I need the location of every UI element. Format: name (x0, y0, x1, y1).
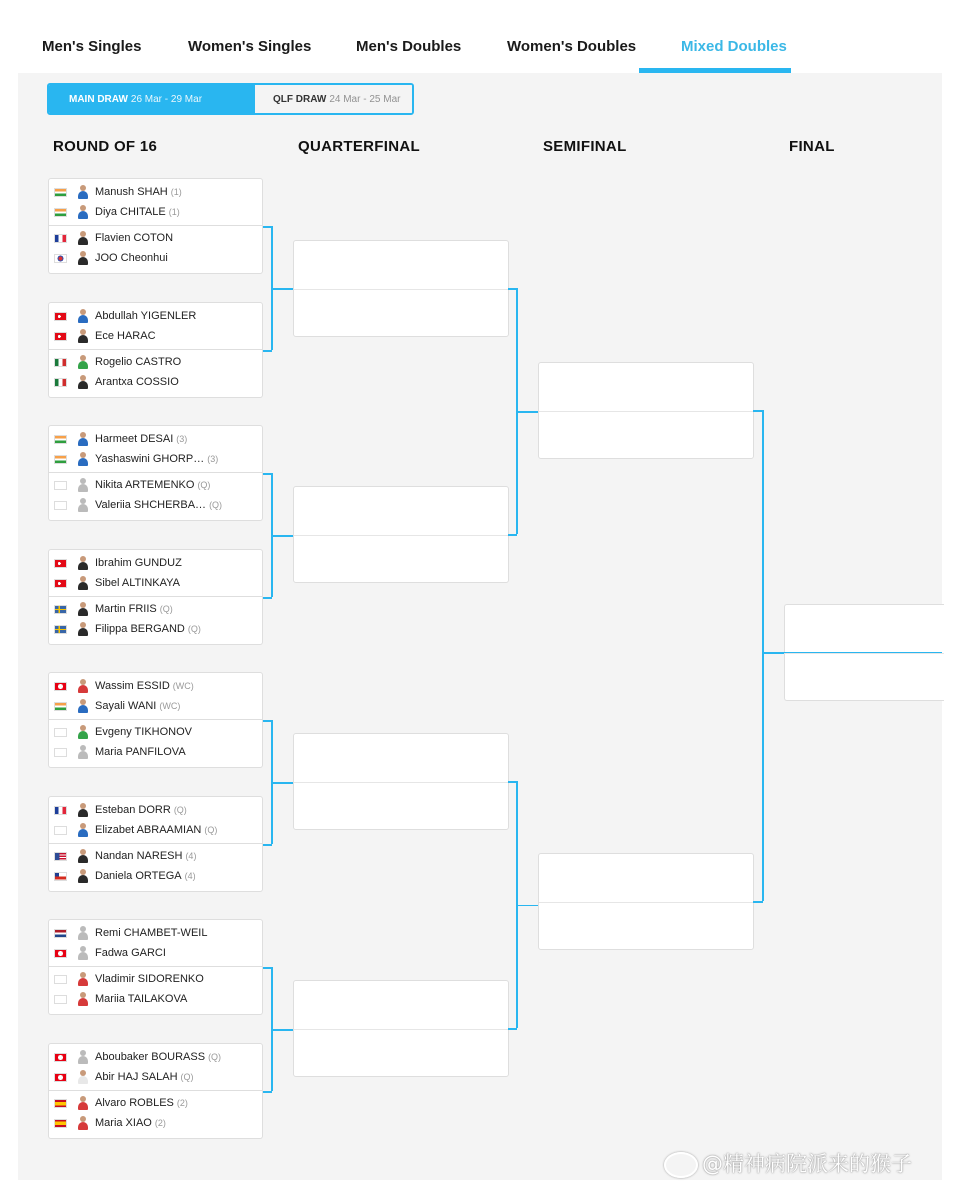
player-avatar-icon (77, 251, 89, 265)
player-name: Martin FRIIS (95, 603, 157, 615)
turkey-flag-icon (54, 579, 67, 588)
player-name: Maria XIAO (95, 1117, 152, 1129)
player-seed: (WC) (172, 681, 194, 691)
player-row[interactable] (54, 204, 180, 220)
player-row[interactable] (54, 1115, 166, 1131)
bracket-connector (762, 410, 764, 901)
bracket-connector (263, 844, 272, 846)
player-name: Abir HAJ SALAH (95, 1071, 178, 1083)
match-divider (294, 289, 508, 290)
player-seed: (2) (176, 1098, 188, 1108)
tunisia-flag-icon (54, 949, 67, 958)
player-avatar-icon (77, 926, 89, 940)
player-seed: (Q) (180, 1072, 194, 1082)
player-row[interactable] (54, 308, 199, 324)
player-name: Diya CHITALE (95, 206, 166, 218)
blank-flag-icon (54, 481, 67, 490)
netherlands-flag-icon (54, 929, 67, 938)
player-row[interactable] (54, 698, 180, 714)
player-seed: (Q) (197, 480, 211, 490)
quarterfinal-match[interactable] (293, 980, 509, 1077)
quarterfinal-match[interactable] (293, 240, 509, 337)
semifinal-match[interactable] (538, 853, 754, 950)
player-avatar-icon (77, 679, 89, 693)
r16-pair[interactable] (48, 919, 263, 967)
player-name: Arantxa COSSIO (95, 376, 179, 388)
player-row[interactable] (54, 601, 173, 617)
player-row[interactable] (54, 1069, 194, 1085)
bracket-connector (508, 1028, 517, 1030)
mexico-flag-icon (54, 378, 67, 387)
player-row[interactable] (54, 925, 210, 941)
match-divider (294, 782, 508, 783)
main-draw-label: MAIN DRAW (69, 93, 128, 105)
player-seed: (4) (184, 871, 196, 881)
tunisia-flag-icon (54, 1073, 67, 1082)
player-avatar-icon (77, 452, 89, 466)
player-avatar-icon (77, 725, 89, 739)
qlf-draw-dates: 24 Mar - 25 Mar (329, 93, 401, 105)
india-flag-icon (54, 702, 67, 711)
bracket-connector (762, 652, 784, 654)
player-avatar-icon (77, 849, 89, 863)
player-row[interactable] (54, 431, 187, 447)
player-avatar-icon (77, 946, 89, 960)
player-avatar-icon (77, 231, 89, 245)
bracket-connector (263, 350, 272, 352)
blank-flag-icon (54, 975, 67, 984)
player-avatar-icon (77, 1070, 89, 1084)
tab-mens-doubles[interactable]: Men's Doubles (356, 38, 462, 55)
tab-mens-singles[interactable]: Men's Singles (42, 38, 142, 55)
korea-flag-icon (54, 254, 67, 263)
player-avatar-icon (77, 1050, 89, 1064)
player-avatar-icon (77, 745, 89, 759)
player-avatar-icon (77, 803, 89, 817)
bracket-connector (508, 534, 517, 536)
player-name: Remi CHAMBET-WEIL (95, 927, 208, 939)
match-divider (294, 535, 508, 536)
player-row[interactable] (54, 1095, 188, 1111)
player-row[interactable] (54, 621, 201, 637)
bracket-connector (263, 1091, 272, 1093)
player-seed: (Q) (209, 500, 223, 510)
qlf-draw-label: QLF DRAW (273, 93, 327, 105)
player-avatar-icon (77, 498, 89, 512)
bracket-connector (516, 411, 538, 413)
blank-flag-icon (54, 501, 67, 510)
turkey-flag-icon (54, 332, 67, 341)
watermark-text: @精神病院派来的猴子 (702, 1152, 912, 1176)
player-avatar-icon (77, 992, 89, 1006)
player-name: Nikita ARTEMENKO (95, 479, 195, 491)
mexico-flag-icon (54, 358, 67, 367)
player-avatar-icon (77, 699, 89, 713)
player-name: Aboubaker BOURASS (95, 1051, 206, 1063)
player-avatar-icon (77, 355, 89, 369)
player-name: Evgeny TIKHONOV (95, 726, 192, 738)
player-row[interactable] (54, 971, 207, 987)
tab-mixed-doubles[interactable]: Mixed Doubles (681, 38, 787, 55)
semifinal-match[interactable] (538, 362, 754, 459)
draw-toggle (47, 83, 414, 115)
bracket-connector (271, 1029, 293, 1031)
r16-pair[interactable] (48, 178, 263, 226)
player-name: Harmeet DESAI (95, 433, 174, 445)
player-name: Nandan NARESH (95, 850, 183, 862)
tunisia-flag-icon (54, 682, 67, 691)
player-name: Filippa BERGAND (95, 623, 185, 635)
player-avatar-icon (77, 1096, 89, 1110)
player-avatar-icon (77, 622, 89, 636)
player-avatar-icon (77, 375, 89, 389)
player-seed: (1) (170, 187, 182, 197)
qlf-draw-button[interactable] (255, 85, 414, 113)
player-row[interactable] (54, 354, 184, 370)
india-flag-icon (54, 188, 67, 197)
r16-pair[interactable] (48, 425, 263, 473)
blank-flag-icon (54, 826, 67, 835)
round-title-r16: ROUND OF 16 (53, 138, 158, 155)
bracket-connector (784, 652, 942, 653)
turkey-flag-icon (54, 559, 67, 568)
player-name: Maria PANFILOVA (95, 746, 186, 758)
player-row[interactable] (54, 250, 171, 266)
chile-flag-icon (54, 872, 67, 881)
player-name: Sibel ALTINKAYA (95, 577, 180, 589)
player-name: Ibrahim GUNDUZ (95, 557, 182, 569)
india-flag-icon (54, 208, 67, 217)
turkey-flag-icon (54, 312, 67, 321)
player-name: Flavien COTON (95, 232, 174, 244)
player-row[interactable] (54, 868, 196, 884)
r16-pair[interactable] (48, 549, 263, 597)
main-draw-dates: 26 Mar - 29 Mar (130, 93, 203, 105)
player-name: Vladimir SIDORENKO (95, 973, 204, 985)
player-name: Alvaro ROBLES (95, 1097, 174, 1109)
player-name: Abdullah YIGENLER (95, 310, 197, 322)
r16-pair[interactable] (48, 672, 263, 720)
player-seed: (1) (168, 207, 180, 217)
sweden-flag-icon (54, 605, 67, 614)
watermark (664, 1148, 912, 1178)
player-seed: (3) (207, 454, 219, 464)
player-avatar-icon (77, 1116, 89, 1130)
player-name: Esteban DORR (95, 804, 171, 816)
player-seed: (Q) (159, 604, 173, 614)
bracket-connector (516, 905, 538, 907)
player-row[interactable] (54, 497, 222, 513)
player-row[interactable] (54, 991, 190, 1007)
player-row[interactable] (54, 848, 196, 864)
player-row[interactable] (54, 184, 182, 200)
r16-pair[interactable] (48, 226, 263, 274)
player-seed: (4) (185, 851, 197, 861)
tab-womens-singles[interactable]: Women's Singles (188, 38, 312, 55)
r16-pair[interactable] (48, 844, 263, 892)
r16-pair[interactable] (48, 1043, 263, 1091)
quarterfinal-match[interactable] (293, 733, 509, 830)
player-avatar-icon (77, 432, 89, 446)
player-row[interactable] (54, 802, 187, 818)
r16-pair[interactable] (48, 473, 263, 521)
player-name: Ece HARAC (95, 330, 156, 342)
player-row[interactable] (54, 374, 182, 390)
player-row[interactable] (54, 945, 169, 961)
france-flag-icon (54, 234, 67, 243)
player-row[interactable] (54, 822, 217, 838)
r16-pair[interactable] (48, 720, 263, 768)
player-name: Manush SHAH (95, 186, 168, 198)
player-row[interactable] (54, 477, 210, 493)
spain-flag-icon (54, 1099, 67, 1108)
player-avatar-icon (77, 556, 89, 570)
sweden-flag-icon (54, 625, 67, 634)
spain-flag-icon (54, 1119, 67, 1128)
player-avatar-icon (77, 205, 89, 219)
player-avatar-icon (77, 576, 89, 590)
player-row[interactable] (54, 451, 218, 467)
player-name: Mariia TAILAKOVA (95, 993, 188, 1005)
main-draw-button[interactable] (49, 85, 255, 113)
player-row[interactable] (54, 555, 185, 571)
tab-womens-doubles[interactable]: Women's Doubles (507, 38, 637, 55)
player-row[interactable] (54, 1049, 221, 1065)
player-avatar-icon (77, 869, 89, 883)
player-avatar-icon (77, 329, 89, 343)
player-avatar-icon (77, 823, 89, 837)
player-row[interactable] (54, 575, 183, 591)
quarterfinal-match[interactable] (293, 486, 509, 583)
player-seed: (Q) (204, 825, 218, 835)
player-name: Rogelio CASTRO (95, 356, 182, 368)
player-name: Yashaswini GHORP… (95, 453, 205, 465)
match-divider (539, 902, 753, 903)
player-seed: (WC) (159, 701, 181, 711)
player-name: Fadwa GARCI (95, 947, 166, 959)
blank-flag-icon (54, 748, 67, 757)
round-title-final: FINAL (789, 138, 835, 155)
player-avatar-icon (77, 602, 89, 616)
player-row[interactable] (54, 724, 195, 740)
player-row[interactable] (54, 328, 159, 344)
player-seed: (2) (154, 1118, 166, 1128)
player-seed: (Q) (173, 805, 187, 815)
france-flag-icon (54, 806, 67, 815)
player-name: Sayali WANI (95, 700, 157, 712)
round-title-semifinal: SEMIFINAL (543, 138, 627, 155)
match-divider (294, 1029, 508, 1030)
event-tabs (18, 0, 942, 74)
player-avatar-icon (77, 309, 89, 323)
round-title-quarterfinal: QUARTERFINAL (298, 138, 420, 155)
bracket-connector (271, 782, 293, 784)
r16-pair[interactable] (48, 597, 263, 645)
player-avatar-icon (77, 972, 89, 986)
blank-flag-icon (54, 995, 67, 1004)
usa-flag-icon (54, 852, 67, 861)
bracket-connector (271, 288, 293, 290)
match-divider (539, 411, 753, 412)
player-name: Wassim ESSID (95, 680, 170, 692)
player-name: Valeriia SHCHERBA… (95, 499, 207, 511)
bracket-connector (271, 535, 293, 537)
india-flag-icon (54, 435, 67, 444)
player-avatar-icon (77, 185, 89, 199)
r16-pair[interactable] (48, 967, 263, 1015)
india-flag-icon (54, 455, 67, 464)
blank-flag-icon (54, 728, 67, 737)
tunisia-flag-icon (54, 1053, 67, 1062)
r16-pair[interactable] (48, 350, 263, 398)
r16-pair[interactable] (48, 302, 263, 350)
player-row[interactable] (54, 230, 176, 246)
player-name: Elizabet ABRAAMIAN (95, 824, 202, 836)
r16-pair[interactable] (48, 1091, 263, 1139)
bracket-connector (263, 597, 272, 599)
player-avatar-icon (77, 478, 89, 492)
weibo-icon (664, 1152, 698, 1178)
player-seed: (3) (176, 434, 188, 444)
player-seed: (Q) (208, 1052, 222, 1062)
player-name: Daniela ORTEGA (95, 870, 182, 882)
bracket-connector (753, 901, 763, 903)
player-name: JOO Cheonhui (95, 252, 168, 264)
match-divider (785, 653, 944, 654)
player-row[interactable] (54, 744, 189, 760)
r16-pair[interactable] (48, 796, 263, 844)
player-seed: (Q) (187, 624, 201, 634)
player-row[interactable] (54, 678, 194, 694)
